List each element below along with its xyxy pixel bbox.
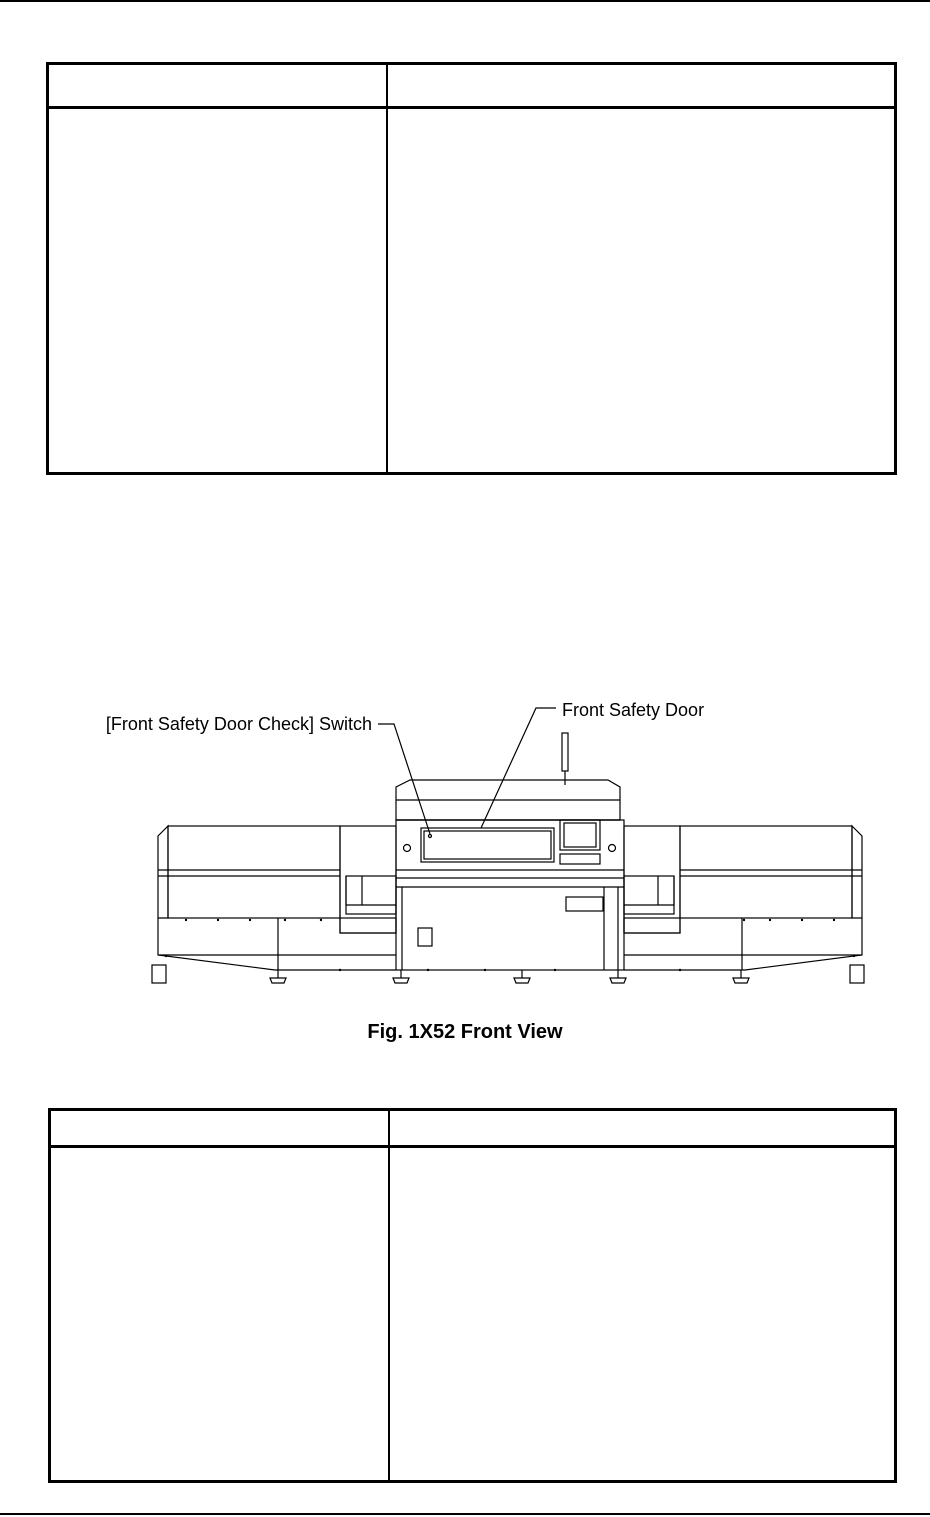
right-conveyor (852, 826, 862, 918)
page-top-rule (0, 0, 930, 2)
page-bottom-rule (0, 1513, 930, 1515)
bottom-table-column-divider (388, 1111, 390, 1480)
monitor (560, 820, 600, 850)
machine-front-body (396, 820, 624, 970)
signal-tower (562, 733, 568, 771)
bottom-table-header-row (51, 1111, 894, 1148)
bottom-table (48, 1108, 897, 1483)
foot-left-outer (152, 965, 166, 983)
door-leader-line (481, 708, 556, 828)
door-label: Front Safety Door (562, 700, 705, 720)
left-conveyor (158, 826, 168, 918)
figure-caption: Fig. 1X52 Front View (367, 1021, 563, 1043)
front-safety-door (421, 828, 554, 862)
front-view-drawing (0, 690, 930, 1000)
rivets (165, 919, 855, 971)
switch-leader-line (378, 724, 430, 834)
top-table-column-divider (386, 65, 388, 472)
foot-right-outer (850, 965, 864, 983)
top-table (46, 62, 897, 475)
top-table-header-row (49, 65, 894, 109)
switch-label: [Front Safety Door Check] Switch (105, 714, 372, 734)
door-check-switch (404, 845, 411, 852)
leveling-feet (270, 970, 749, 983)
